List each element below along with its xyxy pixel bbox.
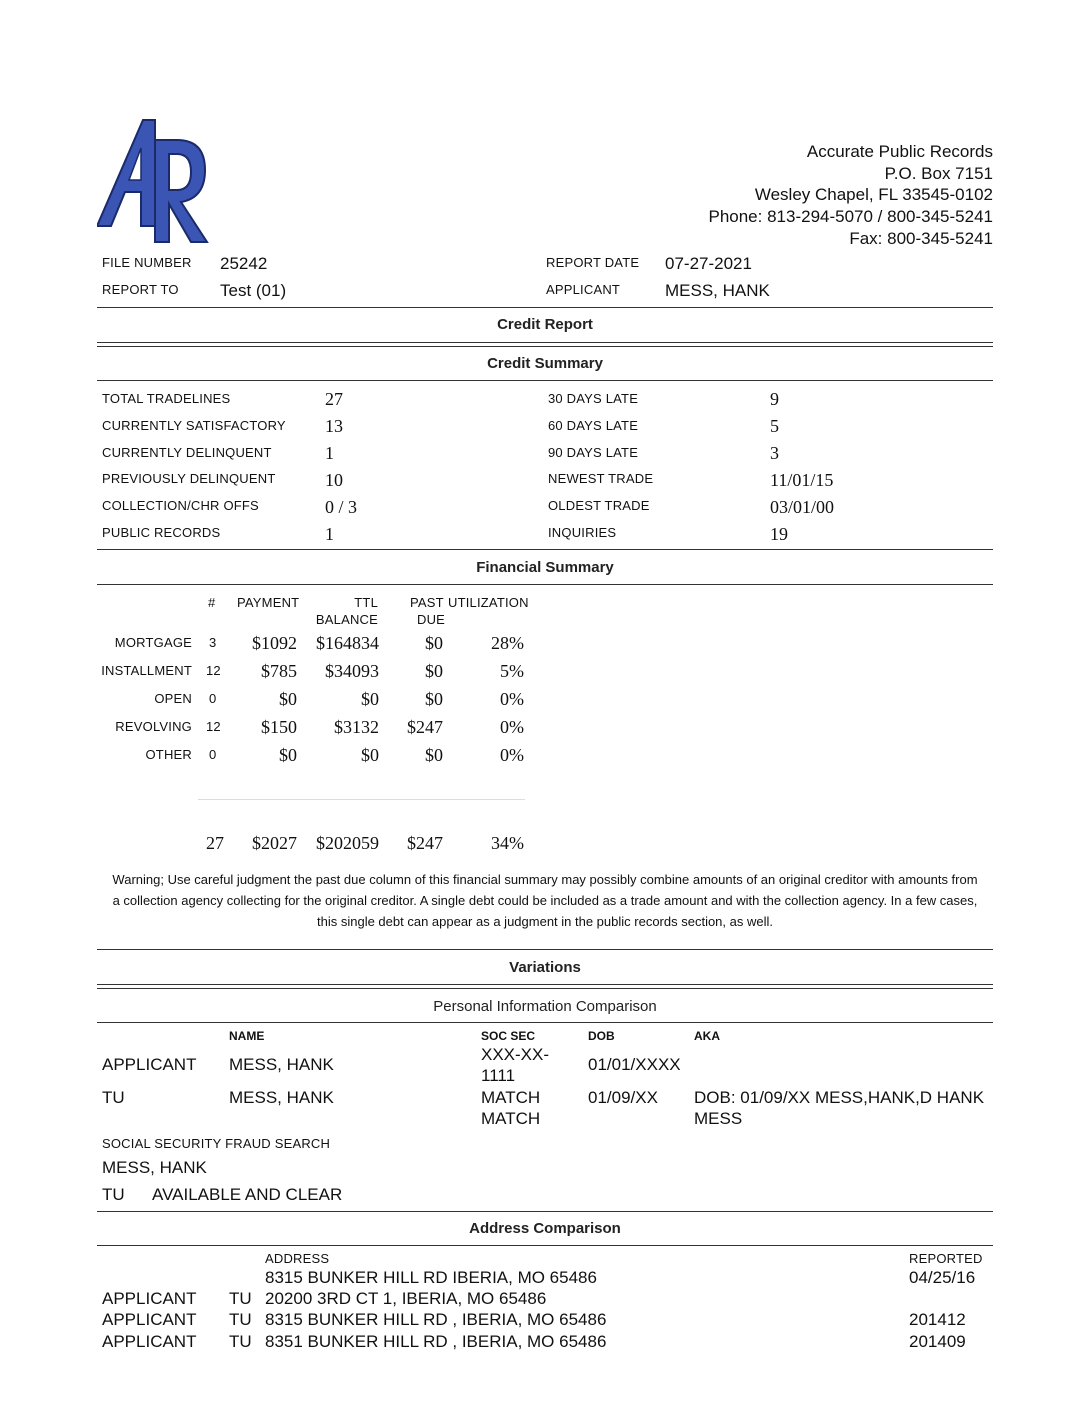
address-line: 20200 3RD CT 1, IBERIA, MO 65486	[265, 1289, 547, 1308]
address-who: APPLICANT	[102, 1332, 197, 1351]
summary-label: 30 DAYS LATE	[548, 391, 639, 406]
reported-header: REPORTED	[909, 1251, 983, 1266]
applicant-value: MESS, HANK	[665, 281, 770, 300]
company-fax: Fax: 800-345-5241	[849, 229, 993, 248]
divider	[97, 307, 993, 308]
summary-value: 10	[325, 470, 343, 490]
fin-header-util: UTILIZATION	[448, 595, 529, 610]
fin-row-payment: $785	[261, 661, 297, 681]
divider	[97, 1022, 993, 1023]
fin-total-payment: $2027	[252, 833, 297, 853]
personal-name: MESS, HANK	[229, 1088, 334, 1107]
address-line: 8315 BUNKER HILL RD , IBERIA, MO 65486	[265, 1310, 607, 1329]
report-to-label: REPORT TO	[102, 282, 179, 297]
personal-header-dob: DOB	[588, 1029, 615, 1043]
personal-dob: 01/01/XXXX	[588, 1055, 681, 1074]
fin-row-count: 0	[209, 691, 217, 706]
divider	[97, 988, 993, 989]
company-logo	[97, 118, 212, 246]
personal-name: MESS, HANK	[229, 1055, 334, 1074]
fin-row-payment: $0	[279, 745, 297, 765]
personal-source: APPLICANT	[102, 1055, 197, 1074]
fin-total-util: 34%	[491, 833, 524, 853]
summary-label: COLLECTION/CHR OFFS	[102, 498, 259, 513]
credit-report-title: Credit Report	[497, 316, 593, 333]
fin-row-payment: $150	[261, 717, 297, 737]
divider	[97, 342, 993, 343]
fraud-search-name: MESS, HANK	[102, 1158, 207, 1177]
divider	[97, 549, 993, 550]
summary-label: 90 DAYS LATE	[548, 445, 639, 460]
personal-header-name: NAME	[229, 1029, 265, 1043]
personal-ssn-2: 1111	[481, 1066, 516, 1085]
fin-row-balance: $0	[361, 745, 379, 765]
personal-dob: 01/09/XX	[588, 1088, 658, 1107]
fin-row-payment: $0	[279, 689, 297, 709]
personal-ssn-1: XXX-XX-	[481, 1045, 550, 1064]
fin-row-label: OTHER	[145, 747, 192, 762]
summary-value: 19	[770, 524, 788, 544]
fin-row-past-due: $247	[407, 717, 443, 737]
fin-row-label: INSTALLMENT	[101, 663, 192, 678]
company-city: Wesley Chapel, FL 33545-0102	[754, 185, 993, 204]
fin-header-balance-2: BALANCE	[315, 612, 378, 627]
fin-header-balance-1: TTL	[354, 595, 378, 610]
fin-row-balance: $0	[361, 689, 379, 709]
fin-total-count: 27	[206, 833, 224, 853]
address-comparison-title: Address Comparison	[469, 1220, 621, 1237]
fin-row-past-due: $0	[425, 661, 443, 681]
address-line: 8351 BUNKER HILL RD , IBERIA, MO 65486	[265, 1332, 607, 1351]
summary-value: 1	[325, 524, 334, 544]
applicant-label: APPLICANT	[546, 282, 621, 297]
report-to-value: Test (01)	[220, 281, 287, 300]
address-reported: 201412	[909, 1310, 966, 1329]
company-phone: Phone: 813-294-5070 / 800-345-5241	[708, 207, 993, 226]
address-header: ADDRESS	[265, 1251, 330, 1266]
fin-row-count: 3	[209, 635, 217, 650]
divider	[97, 346, 993, 347]
report-date-value: 07-27-2021	[665, 254, 752, 273]
address-source: TU	[229, 1332, 252, 1351]
summary-value: 5	[770, 416, 779, 436]
summary-label: TOTAL TRADELINES	[102, 391, 231, 406]
divider	[97, 1245, 993, 1246]
file-number-label: FILE NUMBER	[102, 255, 192, 270]
summary-value: 11/01/15	[770, 470, 834, 490]
fin-header-payment: PAYMENT	[237, 595, 300, 610]
financial-warning: Warning; Use careful judgment the past due column of this financial summary may possibly combine amounts of an original creditor with amounts from a collection agency collecting for the original creditor. A single debt could be included as a trade amount and with the collection agency. In a few cases, this single debt can appear as a judgment in the public records section, as well.	[112, 872, 978, 929]
address-reported: 201409	[909, 1332, 966, 1351]
summary-label: 60 DAYS LATE	[548, 418, 639, 433]
summary-label: INQUIRIES	[548, 525, 617, 540]
fin-row-util: 28%	[491, 633, 524, 653]
summary-value: 3	[770, 443, 779, 463]
personal-header-aka: AKA	[694, 1029, 720, 1043]
address-reported: 04/25/16	[909, 1268, 976, 1287]
summary-value: 9	[770, 389, 779, 409]
report-date-label: REPORT DATE	[546, 255, 640, 270]
fin-row-label: MORTGAGE	[114, 635, 192, 650]
fin-row-past-due: $0	[425, 633, 443, 653]
summary-value: 03/01/00	[770, 497, 835, 517]
fin-row-count: 12	[206, 719, 221, 734]
personal-aka-1: DOB: 01/09/XX MESS,HANK,D HANK	[694, 1088, 985, 1107]
financial-summary-title: Financial Summary	[476, 559, 614, 576]
divider	[97, 984, 993, 985]
summary-value: 0 / 3	[325, 497, 358, 517]
fin-row-payment: $1092	[252, 633, 297, 653]
fraud-search-source: TU	[102, 1185, 125, 1204]
summary-label: CURRENTLY DELINQUENT	[102, 445, 272, 460]
address-source: TU	[229, 1289, 252, 1308]
variations-title: Variations	[509, 959, 581, 976]
fin-row-balance: $164834	[316, 633, 379, 653]
file-number-value: 25242	[220, 254, 268, 273]
summary-value: 13	[325, 416, 343, 436]
address-who: APPLICANT	[102, 1310, 197, 1329]
divider	[97, 949, 993, 950]
fin-row-label: OPEN	[154, 691, 192, 706]
personal-source: TU	[102, 1088, 125, 1107]
address-source: TU	[229, 1310, 252, 1329]
credit-summary-title: Credit Summary	[487, 355, 603, 372]
summary-label: NEWEST TRADE	[548, 471, 654, 486]
fin-row-util: 0%	[500, 689, 524, 709]
divider	[97, 584, 993, 585]
personal-ssn-1: MATCH	[481, 1088, 541, 1107]
address-who: APPLICANT	[102, 1289, 197, 1308]
totals-divider	[198, 799, 525, 800]
company-pobox: P.O. Box 7151	[884, 164, 993, 183]
personal-comparison-title: Personal Information Comparison	[433, 998, 657, 1015]
personal-header-ssn: SOC SEC	[481, 1029, 536, 1043]
summary-label: PREVIOUSLY DELINQUENT	[102, 471, 276, 486]
fin-row-util: 0%	[500, 717, 524, 737]
fin-row-past-due: $0	[425, 745, 443, 765]
address-line: 8315 BUNKER HILL RD IBERIA, MO 65486	[265, 1268, 597, 1287]
fin-header-past-2: DUE	[417, 612, 446, 627]
fin-row-util: 0%	[500, 745, 524, 765]
fraud-search-result: AVAILABLE AND CLEAR	[152, 1185, 343, 1204]
summary-label: PUBLIC RECORDS	[102, 525, 221, 540]
summary-label: OLDEST TRADE	[548, 498, 650, 513]
fin-row-label: REVOLVING	[115, 719, 192, 734]
fin-total-past-due: $247	[407, 833, 443, 853]
fin-row-balance: $3132	[334, 717, 379, 737]
personal-ssn-2: MATCH	[481, 1109, 541, 1128]
fraud-search-label: SOCIAL SECURITY FRAUD SEARCH	[102, 1136, 331, 1151]
summary-label: CURRENTLY SATISFACTORY	[102, 418, 286, 433]
fin-row-past-due: $0	[425, 689, 443, 709]
divider	[97, 1211, 993, 1212]
fin-row-util: 5%	[500, 661, 524, 681]
summary-value: 1	[325, 443, 334, 463]
fin-header-count: #	[208, 595, 216, 610]
company-name: Accurate Public Records	[806, 142, 993, 161]
fin-row-count: 12	[206, 663, 221, 678]
divider	[97, 380, 993, 381]
fin-header-past-1: PAST	[410, 595, 444, 610]
fin-row-balance: $34093	[325, 661, 379, 681]
fin-row-count: 0	[209, 747, 217, 762]
summary-value: 27	[325, 389, 343, 409]
fin-total-balance: $202059	[316, 833, 379, 853]
personal-aka-2: MESS	[694, 1109, 743, 1128]
